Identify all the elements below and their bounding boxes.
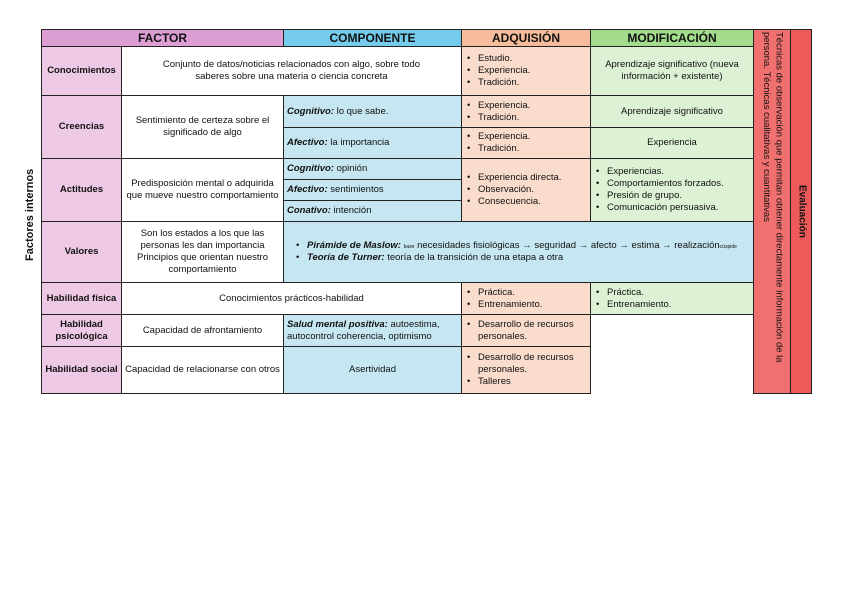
list-item: • Experiencia directa. [478,172,587,184]
actitudes-afectivo: Afectivo: sentimientos [283,179,462,201]
list-item: • Estudio. [478,53,587,65]
list-item: • Tradición. [478,77,587,89]
header-componente: COMPONENTE [283,29,462,47]
list-item: • Experiencias. [607,166,750,178]
list-item: • Comportamientos forzados. [607,178,750,190]
factor-habilidad-social: Habilidad social [41,346,122,394]
actitudes-definicion: Predisposición mental o adquirida que mueve nuestro comportamiento [121,158,284,222]
habilidad-psicologica-definicion: Capacidad de afrontamiento [121,314,284,347]
header-factor: FACTOR [41,29,284,47]
habilidad-fisica-componente: Conocimientos prácticos-habilidad [121,282,462,315]
factor-conocimientos: Conocimientos [41,46,122,96]
list-item: • Entrenamiento. [478,299,587,311]
valores-teorias [283,221,754,283]
creencias-definicion: Sentimiento de certeza sobre el significado de algo [121,95,284,159]
list-item: • Práctica. [607,287,750,299]
factor-valores: Valores [41,221,122,283]
creencias-modificacion-cognitivo: Aprendizaje significativo [590,95,754,128]
list-item: • Tradición. [478,112,587,124]
creencias-afectivo: Afectivo: la importancia [283,127,462,159]
list-item: • Desarrollo de recursos personales. [478,352,587,376]
habilidad-social-definicion: Capacidad de relacionarse con otros [121,346,284,394]
list-item: • Observación. [478,184,587,196]
maslow-item: • Pirámide de Maslow: base necesidades fisiológicas → seguridad → afecto → estima → realizacióncúspide [307,240,750,252]
list-item: • Experiencia. [478,100,587,112]
actitudes-conativo: Conativo: intención [283,200,462,222]
list-item: • Comunicación persuasiva. [607,202,750,214]
actitudes-modificacion [590,158,754,222]
habilidad-social-componente: Asertividad [283,346,462,394]
tecnicas-observacion-column: Técnicas de observación que permitan obtener directamente información de la persona. Técnicas cualitativas y cuantitativas [753,29,791,394]
creencias-cognitivo: Cognitivo: lo que sabe. [283,95,462,128]
list-item: • Práctica. [478,287,587,299]
list-item: • Desarrollo de recursos personales. [478,319,587,343]
turner-item: • Teoría de Turner: teoría de la transición de una etapa a otra [307,252,750,264]
creencias-adquisicion-afectivo [461,127,591,159]
conocimientos-adquisicion [461,46,591,96]
factor-actitudes: Actitudes [41,158,122,222]
side-label-text: Factores internos [24,168,36,262]
habilidad-psicologica-componente: Salud mental positiva: autoestima, autocontrol coherencia, optimismo [283,314,462,347]
list-item: • Tradición. [478,143,587,155]
actitudes-adquisicion [461,158,591,222]
list-item: • Consecuencia. [478,196,587,208]
factor-habilidad-psicologica: Habilidad psicológica [41,314,122,347]
factor-creencias: Creencias [41,95,122,159]
evaluacion-column: Evaluación [790,29,812,394]
factor-habilidad-fisica: Habilidad física [41,282,122,315]
habilidad-fisica-adquisicion [461,282,591,315]
side-label [22,160,38,270]
habilidad-social-adquisicion [461,346,591,394]
valores-definicion: Son los estados a los que las personas les dan importancia Principios que orientan nuestro comportamiento [121,221,284,283]
header-adquisicion: ADQUISIÓN [461,29,591,47]
creencias-adquisicion-cognitivo [461,95,591,128]
habilidad-psicologica-adquisicion [461,314,591,347]
list-item: • Talleres [478,376,587,388]
list-item: • Experiencia. [478,65,587,77]
creencias-modificacion-afectivo: Experiencia [590,127,754,159]
actitudes-cognitivo: Cognitivo: opinión [283,158,462,180]
list-item: • Entrenamiento. [607,299,750,311]
habilidad-fisica-modificacion [590,282,754,315]
list-item: • Experiencia. [478,131,587,143]
list-item: • Presión de grupo. [607,190,750,202]
conocimientos-componente: Conjunto de datos/noticias relacionados con algo, sobre todo saberes sobre una materia o ciencia concreta [121,46,462,96]
conocimientos-modificacion: Aprendizaje significativo (nueva información + existente) [590,46,754,96]
header-modificacion: MODIFICACIÓN [590,29,754,47]
